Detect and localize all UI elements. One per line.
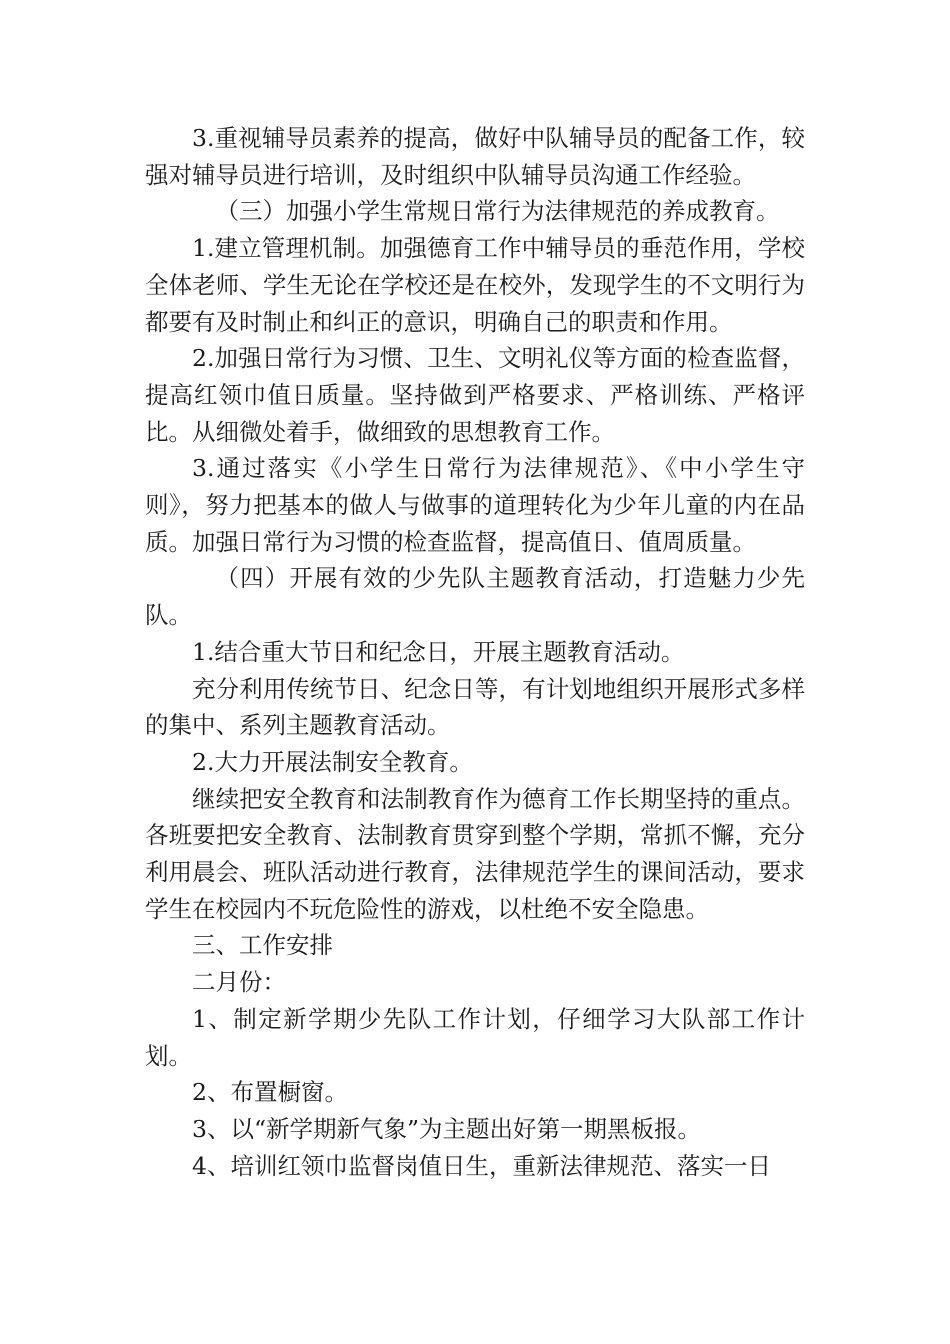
month-heading-february: 二月份： (192, 968, 286, 997)
paragraph-daily-inspection: 2.加强日常行为习惯、卫生、文明礼仪等方面的检查监督，提高红领巾值日质量。坚持做到严格要求、严格训练、严格评比。从细微处着手，做细致的思想教育工作。 (145, 344, 805, 446)
paragraph-festival-activities: 1.结合重大节日和纪念日，开展主题教育活动。 (192, 637, 685, 666)
paragraph-management-mechanism: 1.建立管理机制。加强德育工作中辅导员的垂范作用，学校全体老师、学生无论在学校还是在校外，发现学生的不文明行为都要有及时制止和纠正的意识，明确自己的职责和作用。 (145, 234, 805, 336)
paragraph-code-of-conduct: 3.通过落实《小学生日常行为法律规范》、《中小学生守则》，努力把基本的做人与做事的道理转化为少年儿童的内在品质。加强日常行为习惯的检查监督，提高值日、值周质量。 (145, 454, 805, 556)
list-item-training: 4、培训红领巾监督岗值日生，重新法律规范、落实一日 (192, 1151, 771, 1180)
paragraph-counselor-training: 3.重视辅导员素养的提高，做好中队辅导员的配备工作，较强对辅导员进行培训，及时组织中队辅导员沟通工作经验。 (145, 124, 805, 189)
section-heading-work-schedule: 三、工作安排 (192, 931, 333, 960)
paragraph-safety-education: 2.大力开展法制安全教育。 (192, 747, 473, 776)
list-item-plan: 1、制定新学期少先队工作计划，仔细学习大队部工作计划。 (145, 1004, 805, 1070)
section-heading-four: （四）开展有效的少先队主题教育活动，打造魅力少先队。 (145, 564, 805, 630)
paragraph-safety-details: 继续把安全教育和法制教育作为德育工作长期坚持的重点。各班要把安全教育、法制教育贯穿到整个学期，常抓不懈，充分利用晨会、班队活动进行教育，法律规范学生的课间活动，要求学生在校园内不玩危险性的游戏，以杜绝不安全隐患。 (145, 784, 805, 923)
document-body (145, 120, 805, 1184)
list-item-showcase: 2、布置橱窗。 (192, 1078, 348, 1107)
section-heading-three: （三）加强小学生常规日常行为法律规范的养成教育。 (215, 197, 780, 226)
paragraph-traditional-festivals: 充分利用传统节日、纪念日等，有计划地组织开展形式多样的集中、系列主题教育活动。 (145, 674, 805, 740)
list-item-blackboard: 3、以“新学期新气象”为主题出好第一期黑板报。 (192, 1114, 701, 1143)
